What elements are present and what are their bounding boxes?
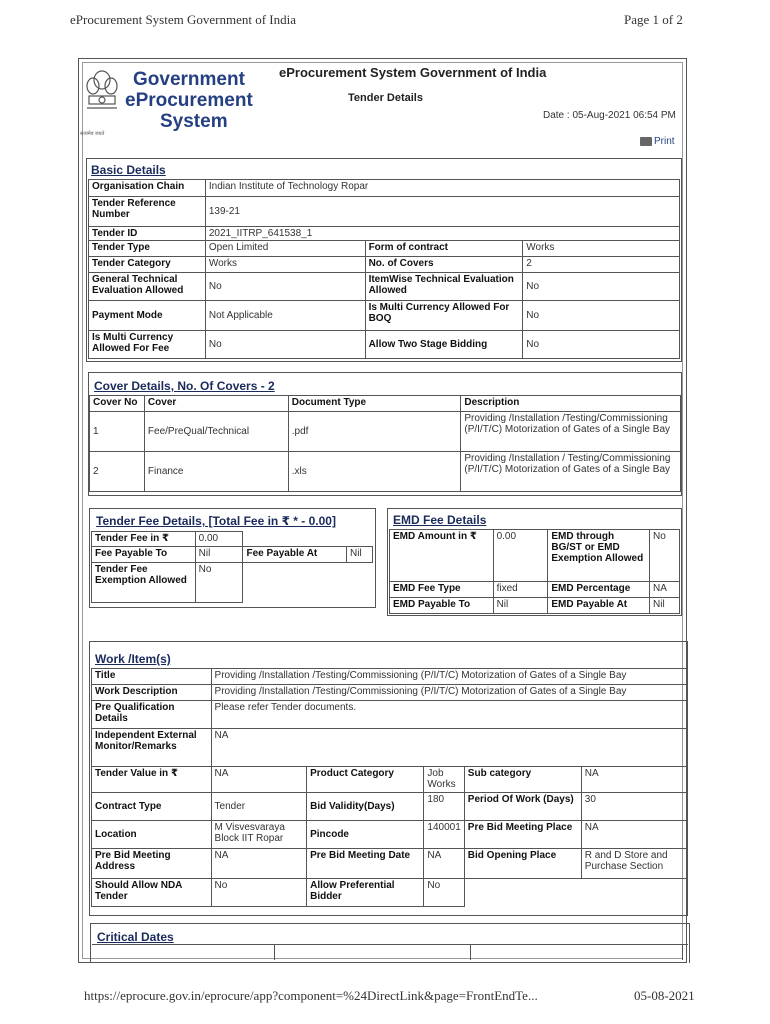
emblem-icon [82,66,122,126]
report-date: Date : 05-Aug-2021 06:54 PM [543,110,676,121]
table-row [92,729,687,767]
emd-fee-table [389,529,680,614]
logo-line1: Government [133,69,245,90]
table-row [92,821,687,849]
num-covers-value: 2 [523,257,680,273]
emblem-caption: सत्यमेव जयते [80,131,105,137]
emd-fee-heading: EMD Fee Details [393,513,487,527]
doc-type-cell: .xls [288,452,461,492]
table-row [92,563,373,603]
work-title-label: Title [92,669,212,685]
emd-amount-value: 0.00 [493,530,548,582]
product-category-value: Job Works [424,767,464,793]
table-row [89,180,680,197]
table-row [92,793,687,821]
fee-exemption-label: Tender Fee Exemption Allowed [92,563,196,603]
work-title-value: Providing /Installation /Testing/Commissioning (P/I/T/C) Motorization of Gates of a Single Bay [211,669,686,685]
emd-type-value: fixed [493,582,548,598]
table-row [92,532,373,547]
payment-mode-value: Not Applicable [205,301,365,331]
page-subtitle: Tender Details [348,92,423,104]
tender-fee-label: Tender Fee in ₹ [92,532,196,547]
form-contract-label: Form of contract [365,241,523,257]
multicur-fee-label: Is Multi Currency Allowed For Fee [89,331,206,359]
nda-label: Should Allow NDA Tender [92,879,212,907]
prequal-value: Please refer Tender documents. [211,701,686,729]
doc-type-cell: .pdf [288,412,461,452]
tender-fee-table [91,531,373,603]
bid-validity-value: 180 [424,793,464,821]
table-row [390,530,680,582]
table-row [89,227,680,241]
fee-payable-to-label: Fee Payable To [92,547,196,563]
table-row [89,197,680,227]
fee-payable-to-value: Nil [195,547,243,563]
table-row [92,879,687,907]
table-row [89,241,680,257]
fee-payable-at-value: Nil [347,547,373,563]
printer-icon [640,137,652,146]
period-work-value: 30 [581,793,686,821]
org-chain-value: Indian Institute of Technology Ropar [205,180,679,197]
gte-value: No [205,273,365,301]
emd-payable-at-label: EMD Payable At [548,598,650,614]
basic-details-heading: Basic Details [91,163,166,177]
table-row [89,301,680,331]
two-stage-label: Allow Two Stage Bidding [365,331,523,359]
table-row [92,767,687,793]
sub-category-label: Sub category [464,767,581,793]
table-row [92,701,687,729]
monitor-label: Independent External Monitor/Remarks [92,729,212,767]
basic-details-table [88,179,680,359]
work-items-heading: Work /Item(s) [95,652,171,666]
emd-payable-to-label: EMD Payable To [390,598,494,614]
pincode-label: Pincode [307,821,424,849]
form-contract-value: Works [523,241,680,257]
cover-details-heading: Cover Details, No. Of Covers - 2 [94,379,275,393]
table-row [92,685,687,701]
description-cell: Providing /Installation / Testing/Commissioning (P/I/T/C) Motorization of Gates of a Single Bay [461,452,681,492]
pincode-value: 140001 [424,821,464,849]
table-row [89,257,680,273]
description-cell: Providing /Installation /Testing/Commissioning (P/I/T/C) Motorization of Gates of a Single Bay [461,412,681,452]
prebid-address-label: Pre Bid Meeting Address [92,849,212,879]
product-category-label: Product Category [307,767,424,793]
emd-through-value: No [650,530,680,582]
num-covers-label: No. of Covers [365,257,523,273]
cover-no-header: Cover No [90,396,145,412]
two-stage-value: No [523,331,680,359]
itemwise-label: ItemWise Technical Evaluation Allowed [365,273,523,301]
prebid-date-value: NA [424,849,464,879]
table-row [390,598,680,614]
bid-opening-place-label: Bid Opening Place [464,849,581,879]
doc-type-header: Document Type [288,396,461,412]
print-button[interactable]: Print [640,136,675,147]
prebid-date-label: Pre Bid Meeting Date [307,849,424,879]
payment-mode-label: Payment Mode [89,301,206,331]
tender-ref-label: Tender Reference Number [89,197,206,227]
multicur-fee-value: No [205,331,365,359]
table-row [92,669,687,685]
table-header-row [90,396,681,412]
cover-cell: Fee/PreQual/Technical [144,412,288,452]
print-footer-url: https://eprocure.gov.in/eprocure/app?component=%24DirectLink&page=FrontEndTe... [84,988,538,1003]
tender-value-value: NA [211,767,307,793]
emd-amount-label: EMD Amount in ₹ [390,530,494,582]
cover-no-cell: 2 [90,452,145,492]
prequal-label: Pre Qualification Details [92,701,212,729]
nda-value: No [211,879,307,907]
cover-details-table [89,395,681,492]
table-row [390,582,680,598]
emd-percentage-label: EMD Percentage [548,582,650,598]
print-footer-date: 05-08-2021 [634,988,695,1003]
preferential-label: Allow Preferential Bidder [307,879,424,907]
page-title: eProcurement System Government of India [279,65,547,80]
tender-category-label: Tender Category [89,257,206,273]
cover-cell: Finance [144,452,288,492]
table-row [89,273,680,301]
table-row [90,412,681,452]
monitor-value: NA [211,729,686,767]
logo-line2: eProcurement [125,90,253,111]
emd-payable-at-value: Nil [650,598,680,614]
contract-type-label: Contract Type [92,793,212,821]
tender-type-value: Open Limited [205,241,365,257]
table-row [92,849,687,879]
location-label: Location [92,821,212,849]
org-chain-label: Organisation Chain [89,180,206,197]
tender-value-label: Tender Value in ₹ [92,767,212,793]
tender-fee-heading: Tender Fee Details, [Total Fee in ₹ * - 0.00] [96,514,336,528]
itemwise-value: No [523,273,680,301]
work-items-table [91,668,687,907]
sub-category-value: NA [581,767,686,793]
bid-validity-label: Bid Validity(Days) [307,793,424,821]
cover-no-cell: 1 [90,412,145,452]
emd-percentage-value: NA [650,582,680,598]
table-row [89,331,680,359]
multicur-boq-label: Is Multi Currency Allowed For BOQ [365,301,523,331]
emd-payable-to-value: Nil [493,598,548,614]
location-value: M Visvesvaraya Block IIT Ropar [211,821,307,849]
logo-line3: System [160,111,228,132]
multicur-boq-value: No [523,301,680,331]
print-header-title: eProcurement System Government of India [70,12,296,27]
cover-header: Cover [144,396,288,412]
tender-fee-value: 0.00 [195,532,243,547]
critical-dates-heading: Critical Dates [97,930,174,944]
description-header: Description [461,396,681,412]
contract-type-value: Tender [211,793,307,821]
emd-through-label: EMD through BG/ST or EMD Exemption Allowed [548,530,650,582]
critical-dates-table [92,944,688,960]
prebid-place-label: Pre Bid Meeting Place [464,821,581,849]
preferential-value: No [424,879,464,907]
gte-label: General Technical Evaluation Allowed [89,273,206,301]
period-work-label: Period Of Work (Days) [464,793,581,821]
bid-opening-place-value: R and D Store and Purchase Section [581,849,686,879]
tender-ref-value: 139-21 [205,197,679,227]
fee-payable-at-label: Fee Payable At [243,547,347,563]
tender-type-label: Tender Type [89,241,206,257]
work-desc-label: Work Description [92,685,212,701]
fee-exemption-value: No [195,563,243,603]
tender-id-value: 2021_IITRP_641538_1 [205,227,679,241]
work-desc-value: Providing /Installation /Testing/Commissioning (P/I/T/C) Motorization of Gates of a Single Bay [211,685,686,701]
prebid-place-value: NA [581,821,686,849]
tender-id-label: Tender ID [89,227,206,241]
table-row [92,547,373,563]
prebid-address-value: NA [211,849,307,879]
emd-type-label: EMD Fee Type [390,582,494,598]
table-row [90,452,681,492]
tender-category-value: Works [205,257,365,273]
print-header-page: Page 1 of 2 [624,12,683,27]
